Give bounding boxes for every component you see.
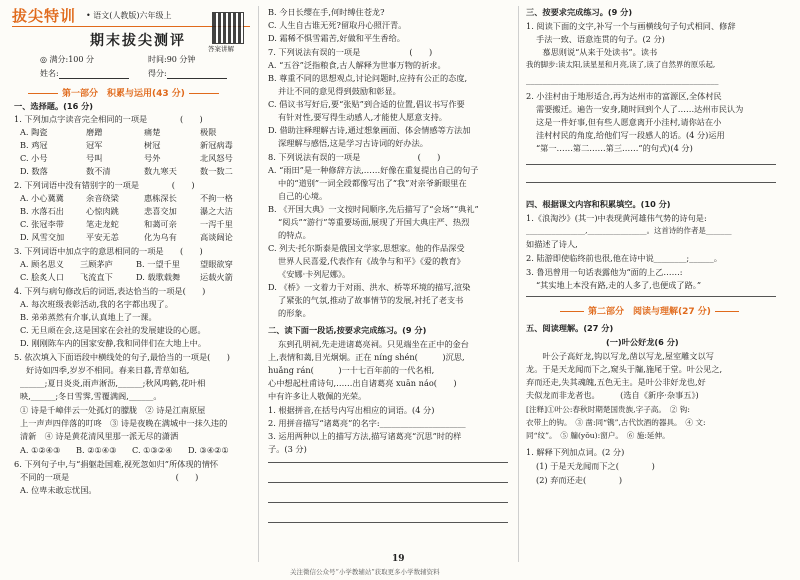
sub-question-3: 3. 运用两种以上的描写方法,描写诸葛亮“沉思”时的样 <box>268 431 462 441</box>
note-line-1: [注释]①叶公:春秋时期楚国贵族,字子高。 ② 钩: <box>526 405 690 414</box>
q8-option-d[interactable]: D. 《桥》一文着力于对雨、洪水、桥等环境的描写,渲染 <box>268 282 471 292</box>
q1-a-4: 极限 <box>200 127 217 137</box>
q3-c-2: 飞流直下 <box>80 272 113 282</box>
part1-title: 第一部分 积累与运用(43 分) <box>24 86 223 99</box>
q5-text-2: ______;夏日炎炎,雨声淅沥,______;秋风鸣鹤,花叶相 <box>20 378 206 388</box>
q1-b-2: 冠军 <box>86 140 103 150</box>
passage-line-3: huǎng rán( )一十七百年前的一代名相, <box>268 365 435 375</box>
column-divider <box>258 6 259 562</box>
q1-c-4: 北风怒号 <box>200 153 233 163</box>
q1-a-2: 磨蹭 <box>86 127 103 137</box>
section3-title: 三、按要求完成练习。(9 分) <box>526 7 633 17</box>
answer-line[interactable] <box>526 296 776 297</box>
section1-title: 一、选择题。(16 分) <box>14 101 94 111</box>
answer-line[interactable] <box>526 182 776 183</box>
answer-line[interactable] <box>268 502 508 503</box>
qr-code-icon[interactable] <box>212 12 244 44</box>
q1-option-d[interactable]: D. 数落 <box>20 166 48 176</box>
q1-d-2: 数不清 <box>86 166 111 176</box>
q7-option-b-2: 并让不同的意见得到鼓励和彰显。 <box>278 86 401 96</box>
qr-label: 答案讲解 <box>208 45 234 53</box>
exercise-1a[interactable]: (1) 于是天龙闻而下之( ) <box>536 461 655 471</box>
q3-option-a[interactable]: A. 顾名思义 <box>20 259 64 269</box>
q4-option-d[interactable]: D. 刚刚陈车内的国家安静,我和同伴们在大地上中。 <box>20 338 207 348</box>
q2-a-3: 惠栋深长 <box>144 193 177 203</box>
exercise-1: 1. 解释下列加点词。(2 分) <box>526 447 625 457</box>
q6-option-b[interactable]: B. 今日长缨在手,何时缚住苍龙? <box>268 7 385 17</box>
reading-line-3: 弃而还走,失其魂魄,五色无主。是叶公非好龙也,好 <box>526 377 706 387</box>
task2-line-3: 这是一件好事,但有些人愿意离开小洼村,请你站在小 <box>536 117 722 127</box>
answer-line[interactable] <box>268 482 508 483</box>
q2-a-4: 不拘一格 <box>200 193 233 203</box>
fill-1c: 如描述了诗人, <box>526 239 578 249</box>
passage-line-2: 上,表情和蔼,目光炯炯。正在 níng shén( )沉思, <box>268 352 465 362</box>
q4-option-b[interactable]: B. 弟弟蒸然有介事,认真地上了一课。 <box>20 312 157 322</box>
q8-c-3: 《安娜·卡列尼娜》。 <box>278 269 351 279</box>
sub-question-1: 1. 根据拼音,在括号内写出相应的词语。(4 分) <box>268 405 435 415</box>
q3-b-2: 望眼欲穿 <box>200 259 233 269</box>
q5-text-1: 好诗如四季,岁岁不相同。春来日暮,青草如毡, <box>26 365 190 375</box>
q3-option-b[interactable]: B. 一望千里 <box>136 259 180 269</box>
q5-option-d[interactable]: D. ③④②① <box>188 445 229 455</box>
q2-a-2: 余音绕梁 <box>86 193 119 203</box>
q6-option-a[interactable]: A. 位卑未敢忘忧国。 <box>20 485 97 495</box>
passage-line-4: 心中想起杜甫诗句,……出自诸葛亮 xuān náo( ) <box>268 378 457 388</box>
q8-b-3: 的特点。 <box>278 230 311 240</box>
page-number: 19 <box>392 554 405 564</box>
exercise-1b[interactable]: (2) 弃而还走( ) <box>536 475 623 485</box>
q4-option-c[interactable]: C. 无旦顽在会,这是国家在会社的发展建设的心愿。 <box>20 325 206 335</box>
sub-question-3b: 子。(3 分) <box>268 444 307 454</box>
fill-3: 3. 鲁迅曾用一句话表露他为“面的上乙……: <box>526 267 683 277</box>
note-line-3: 同“纹”。 ⑤ 牖(yǒu):窗户。 ⑥ 施:延伸。 <box>526 431 670 440</box>
q7-option-b[interactable]: B. 尊重不同的思想观点,讨论问题时,应持有公正的态度, <box>268 73 468 83</box>
fill-2[interactable]: 2. 陆游即使临终前也很,他在诗中说________;______。 <box>526 253 722 263</box>
brand-logo: 拔尖特训 <box>12 7 77 25</box>
full-score: ◎ 满分:100 分 <box>40 55 95 64</box>
reading-title: (一)叶公好龙(6 分) <box>606 337 679 347</box>
time-limit: 时间:90 分钟 <box>148 55 196 64</box>
q1-b-3: 树冠 <box>144 140 161 150</box>
q2-b-4: 瀑之大洁 <box>200 206 233 216</box>
q2-b-2: 心惊肉跳 <box>86 206 119 216</box>
q7-option-c[interactable]: C. 倡议书写好后,要“张贴”到合适的位置,倡议书写作要 <box>268 99 465 109</box>
q7-option-a[interactable]: A. “五谷”泛指粮食,古人解释为世事万物的祈求。 <box>268 60 446 70</box>
q2-d-2: 平安无恙 <box>86 232 119 242</box>
q5-text-3: 映,______;冬日雪霁,雪覆满阁,______。 <box>20 391 162 401</box>
sub-question-2: 2. 用拼音描写“诸葛亮”的名字:_____________________ <box>268 418 466 428</box>
q8-a-3: 自己的心境。 <box>278 191 328 201</box>
q1-stem: 1. 下列加点字读音完全相同的一项是 ( ) <box>14 114 203 124</box>
q7-option-d[interactable]: D. 借助注释理解古诗,通过想象画面、体会情感等方法加 <box>268 125 471 135</box>
q6-stem-2: 不同的一项是 ( ) <box>20 472 199 482</box>
q1-b-4: 新冠病毒 <box>200 140 233 150</box>
page-title: 期末拔尖测评 <box>90 33 186 49</box>
reading-line-1: 叶公子高好龙,钩以写龙,凿以写龙,屋室雕文以写 <box>526 351 714 361</box>
q7-stem: 7. 下列说法有误的一项是 ( ) <box>268 47 433 57</box>
section2-title: 二、读下面一段话,按要求完成练习。(9 分) <box>268 325 427 335</box>
answer-line[interactable] <box>268 522 508 523</box>
q3-option-d[interactable]: D. 载歌载舞 <box>136 272 181 282</box>
q1-d-4: 数一数二 <box>200 166 233 176</box>
q5-stem: 5. 依次填入下面语段中横线处的句子,最恰当的一项是( ) <box>14 352 230 362</box>
part2-title: 第二部分 阅读与理解(27 分) <box>556 306 743 319</box>
q6-option-d[interactable]: D. 霜稀不惧雪霜苦,好做和平生香给。 <box>268 33 405 43</box>
q2-option-c[interactable]: C. 张冠李带 <box>20 219 64 229</box>
passage-line-1: 东到孔明祠,先走进诸葛亮祠。只见端坐在正中的金台 <box>278 339 469 349</box>
task1-line-1: 1. 阅读下面的文字,补写一个与画横线句子句式相同、修辞 <box>526 21 736 31</box>
task1-line-4: 我的脚步:读太阳,读星星和月亮,读了,读了自然界的原乐起, <box>526 60 716 69</box>
q4-stem: 4. 下列与病句修改后的词语,表达恰当的一项是( ) <box>14 286 206 296</box>
q1-c-3: 号外 <box>144 153 161 163</box>
q6-stem: 6. 下列句子中,与“捐躯赴国难,视死忽如归”所体现的情怀 <box>14 459 219 469</box>
q7-option-d-2: 深理解与感悟,这是学习古诗词的好办法。 <box>278 138 428 148</box>
footer-note: 关注微信公众号“小学教辅站”获取更多小学数辅资料 <box>290 568 440 576</box>
fill-1b[interactable]: ________________,________________。这首诗的作者是_______ <box>526 226 732 235</box>
q1-c-2: 号叫 <box>86 153 103 163</box>
q8-c-2: 世界人民喜爱,代表作有《战争与和平》《爱的教育》 <box>278 256 465 266</box>
task2-line-5: “第一……第二……第三……”的句式)(4 分) <box>536 143 693 153</box>
q3-stem: 3. 下列词语中加点字的意思相同的一项是 ( ) <box>14 246 203 256</box>
q5-choices-2: 上一声声四伴落的叮咚 ③ 诗是夜晚在满城中一抹久违的 <box>20 418 228 428</box>
q8-d-3: 的形象。 <box>278 308 311 318</box>
note-line-2: 衣带上的钩。 ③ 凿:同“镌”,古代饮酒的器具。 ④ 文: <box>526 418 706 427</box>
q2-d-4: 高谈阔论 <box>200 232 233 242</box>
q2-option-d[interactable]: D. 风雪交加 <box>20 232 65 242</box>
q2-b-3: 悲喜交加 <box>144 206 177 216</box>
answer-line[interactable] <box>526 164 776 165</box>
task1-line-2: 手法一致、语意连贯的句子。(2 分) <box>536 34 665 44</box>
q8-stem: 8. 下列说法有误的一项是 ( ) <box>268 152 441 162</box>
q3-d-2: 运载火箭 <box>200 272 233 282</box>
q6-option-c[interactable]: C. 人生自古谁无死?留取丹心照汗青。 <box>268 20 407 30</box>
q8-a-2: 中的“道别”一词全段都像写出了“我”对亲爷新眼里在 <box>278 178 467 188</box>
q1-a-3: 痛楚 <box>144 127 161 137</box>
q3-a-2: 三顾茅庐 <box>80 259 113 269</box>
fill-1: 1.《浪淘沙》(其一)中表现黄河雄伟气势的诗句是: <box>526 213 707 223</box>
fill-3b: “其实地上本没有路,走的人多了,也便成了路。” <box>536 280 702 290</box>
task2-line-4: 洼村村民的角度,给他们写一段感人的话。(4 分)运用 <box>536 130 725 140</box>
reading-line-2: 龙。于是天龙闻而下之,窥头于牖,施尾于堂。叶公见之, <box>526 364 723 374</box>
q1-option-a[interactable]: A. 陶瓷 <box>20 127 48 137</box>
q1-option-c[interactable]: C. 小号 <box>20 153 48 163</box>
q2-option-b[interactable]: B. 水落石出 <box>20 206 64 216</box>
q3-option-c[interactable]: C. 脍炙人口 <box>20 272 64 282</box>
q5-option-a[interactable]: A. ①②④③ <box>20 445 61 455</box>
q5-option-b[interactable]: B. ②①④③ <box>76 445 117 455</box>
q2-stem: 2. 下列词语中没有错别字的一项是 ( ) <box>14 180 195 190</box>
q8-option-a[interactable]: A. “雨田”是一种修辞方法,……好像在重复提出自己的句子 <box>268 165 479 175</box>
q5-option-c[interactable]: C. ①③②④ <box>132 445 173 455</box>
answer-line[interactable] <box>268 462 508 463</box>
q7-option-c-2: 有针对性,要写得生动感人,才能使人愿意支持。 <box>278 112 447 122</box>
task2-line-2: 需要搬迁。遍告一安身,随时回到个人了……达州市民认为 <box>536 104 744 114</box>
q8-b-2: “阅兵”“游行”等重要场面,展现了开国大典庄严、热烈 <box>278 217 470 227</box>
q2-option-a[interactable]: A. 小心冀冀 <box>20 193 64 203</box>
q8-option-b[interactable]: B. 《开国大典》一文按时间顺序,先后描写了“会场”“典礼” <box>268 204 479 214</box>
section5-title: 五、阅读理解。(27 分) <box>526 323 614 333</box>
q2-c-4: 一泻千里 <box>200 219 233 229</box>
reading-line-4: 夫似龙而非龙者也。 (选自《新序·杂事五》) <box>526 390 699 400</box>
q5-choices-3: 清新 ④ 诗是黄花清风里那一派无尽的潇洒 <box>20 431 179 441</box>
task1-line-3: 慕思则说“从来于处读书”。读书 <box>526 47 658 57</box>
q4-option-a[interactable]: A. 每次班级表彰活动,我的名字都出现了。 <box>20 299 173 309</box>
q2-c-2: 笔走龙蛇 <box>86 219 119 229</box>
q1-option-b[interactable]: B. 鸡冠 <box>20 140 48 150</box>
column-divider <box>518 6 519 562</box>
subject-label: • 语文(人教版)六年级上 <box>86 11 172 20</box>
task1-answer-line[interactable]: _______________________________________________ <box>526 75 719 85</box>
q8-d-2: 了紧张的气氛,推动了故事情节的发展,衬托了老支书 <box>278 295 464 305</box>
passage-line-5: 中有许多让人敬佩的光荣。 <box>268 391 367 401</box>
task2-line-1: 2. 小洼村由于地形适合,再为达州市的富源区,全体村民 <box>526 91 722 101</box>
name-label: 姓名: <box>40 68 129 79</box>
q1-d-3: 数九寒天 <box>144 166 177 176</box>
q2-d-3: 化为乌有 <box>144 232 177 242</box>
q5-choices-1: ① 诗是千嶂伴云一处孤灯的朦胧 ② 诗是江南原屋 <box>20 405 206 415</box>
q2-c-3: 和蔼可亲 <box>144 219 177 229</box>
score-label: 得分: <box>148 68 227 79</box>
q8-option-c[interactable]: C. 列夫·托尔斯泰是俄国文学家,思想家。他的作品深受 <box>268 243 465 253</box>
section4-title: 四、根据课文内容和积累填空。(10 分) <box>526 199 671 209</box>
